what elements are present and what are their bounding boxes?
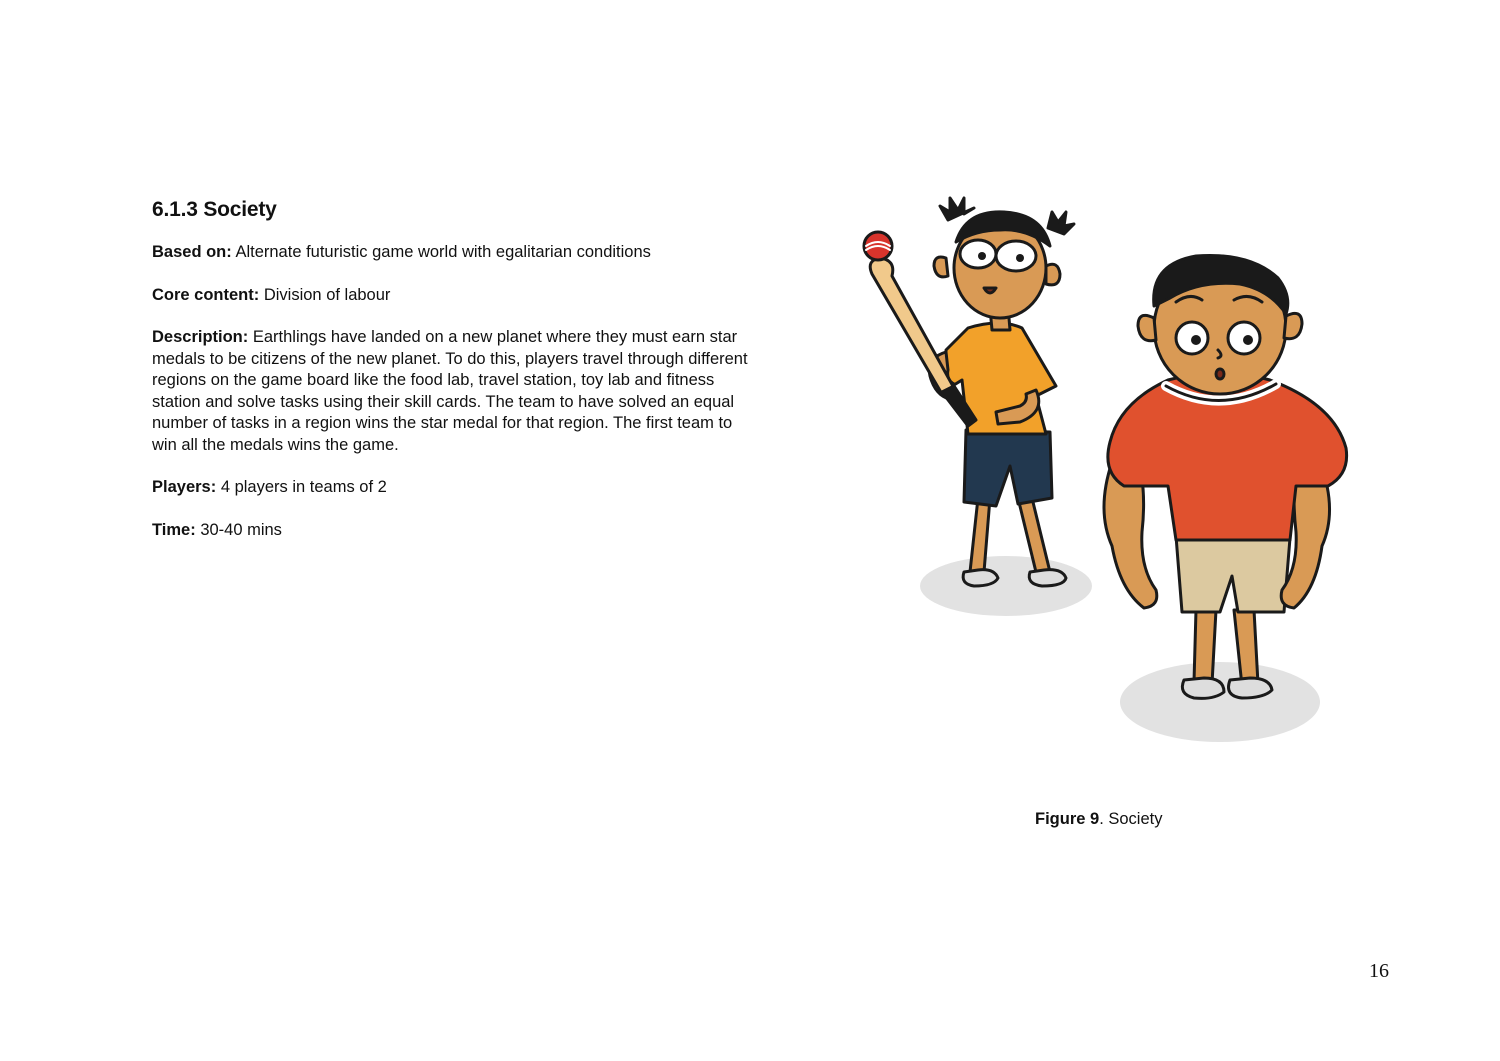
girl-figure [864,198,1074,586]
field-label: Based on: [152,243,232,261]
field-players [152,477,752,499]
field-label: Time: [152,520,196,539]
field-label: Players: [152,478,217,496]
field-value: 30-40 mins [200,520,282,539]
section-heading: 6.1.3 Society [152,198,277,221]
figure-caption-text: . Society [1099,810,1163,828]
field-description [152,327,752,456]
field-value: 4 players in teams of 2 [220,478,387,496]
text-column [152,198,752,562]
field-value: Alternate futuristic game world with egalitarian conditions [235,243,651,261]
boy-figure [1104,255,1347,698]
girl-shadow [920,556,1092,616]
figure-illustration [850,180,1370,760]
figure-caption [1035,810,1162,829]
field-label: Core content: [152,285,260,304]
society-illustration [850,180,1370,760]
field-based-on [152,242,752,264]
page-number: 16 [1369,960,1389,982]
field-core-content [152,285,752,307]
field-time [152,520,752,542]
figure-label: Figure 9 [1035,810,1100,828]
field-value: Division of labour [263,285,391,304]
boy-shadow [1120,662,1320,742]
field-value: Earthlings have landed on a new planet where they must earn star medals to be citizens of the new planet. To do this, players travel through different regions on the game board like the food lab, travel station, toy lab and fitness station and solve tasks using their skill cards. The team to have solved an equal number of tasks in a region wins the star medal for that region. The first team to win all the medals wins the game. [152,328,748,454]
field-label: Description: [152,328,249,346]
